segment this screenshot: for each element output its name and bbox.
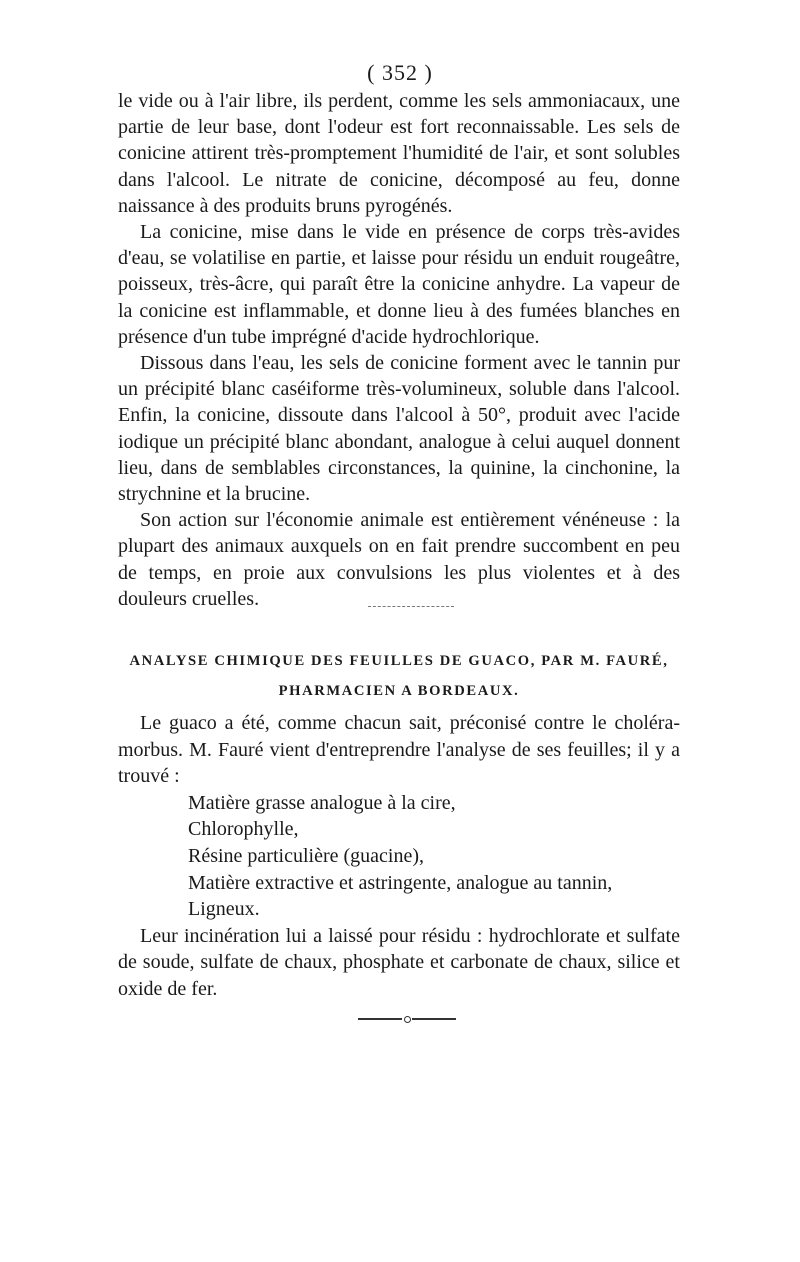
article-title-line: ANALYSE CHIMIQUE DES FEUILLES DE GUACO, PAR M. FAURÉ, (129, 653, 669, 669)
article-title-line: PHARMACIEN A BORDEAUX. (278, 683, 520, 699)
list-item: Matière grasse analogue à la cire, (188, 791, 456, 814)
page-number: ( 352 ) (367, 60, 433, 85)
ingredient-list (118, 790, 680, 923)
article-conclusion: Leur incinération lui a laissé pour résidu : hydrochlorate et sulfate de soude, sulfate de chaux, phosphate et carbonate de chaux, silice et oxide de fer. (118, 924, 680, 1000)
ornament-line-left (358, 1018, 402, 1020)
paragraph: La conicine, mise dans le vide en présence de corps très-avides d'eau, se volatilise en partie, et laisse pour résidu un enduit rougeâtre, poisseux, très-âcre, qui paraît être la conicine anhydre. La vapeur de la conicine est inflammable, et donne lieu à des fumées blanches en présence d'un tube imprégné d'acide hydrochlorique. (118, 221, 680, 348)
paragraph-continued: le vide ou à l'air libre, ils perdent, comme les sels ammoniacaux, une partie de leur base, dont l'odeur est fort reconnaissable. Les sels de conicine attirent très-promptement l'humidité de l'air, et sont solubles dans l'alcool. Le nitrate de conicine, décomposé au feu, donne naissance à des produits bruns pyrogénés. (118, 90, 680, 217)
paragraph: Son action sur l'économie animale est entièrement vénéneuse : la plupart des animaux auxquels on en fait prendre succombent en peu de temps, en proie aux convulsions les plus violentes et à des douleurs cruelles. (118, 509, 680, 610)
end-ornament (358, 1016, 458, 1022)
article-intro: Le guaco a été, comme chacun sait, préconisé contre le choléra-morbus. M. Fauré vient d'entreprendre l'analyse de ses feuilles; il y a trouvé : (118, 712, 680, 788)
list-item: Ligneux. (188, 898, 260, 921)
list-item: Matière extractive et astringente, analogue au tannin, (188, 871, 613, 894)
article-heading (118, 646, 680, 706)
ornament-line-right (412, 1018, 456, 1020)
section-divider (368, 606, 454, 607)
paragraph: Dissous dans l'eau, les sels de conicine forment avec le tannin pur un précipité blanc caséiforme très-volumineux, soluble dans l'alcool. Enfin, la conicine, dissoute dans l'alcool à 50°, produit avec l'acide iodique un précipité blanc abondant, analogue à celui auquel donnent lieu, dans de semblables circonstances, la quinine, la cinchonine, la strychnine et la brucine. (118, 352, 680, 506)
list-item: Résine particulière (guacine), (188, 844, 424, 867)
conicine-text (118, 88, 680, 612)
ornament-dot (404, 1016, 411, 1023)
list-item: Chlorophylle, (188, 818, 299, 841)
article-body (118, 710, 680, 1003)
